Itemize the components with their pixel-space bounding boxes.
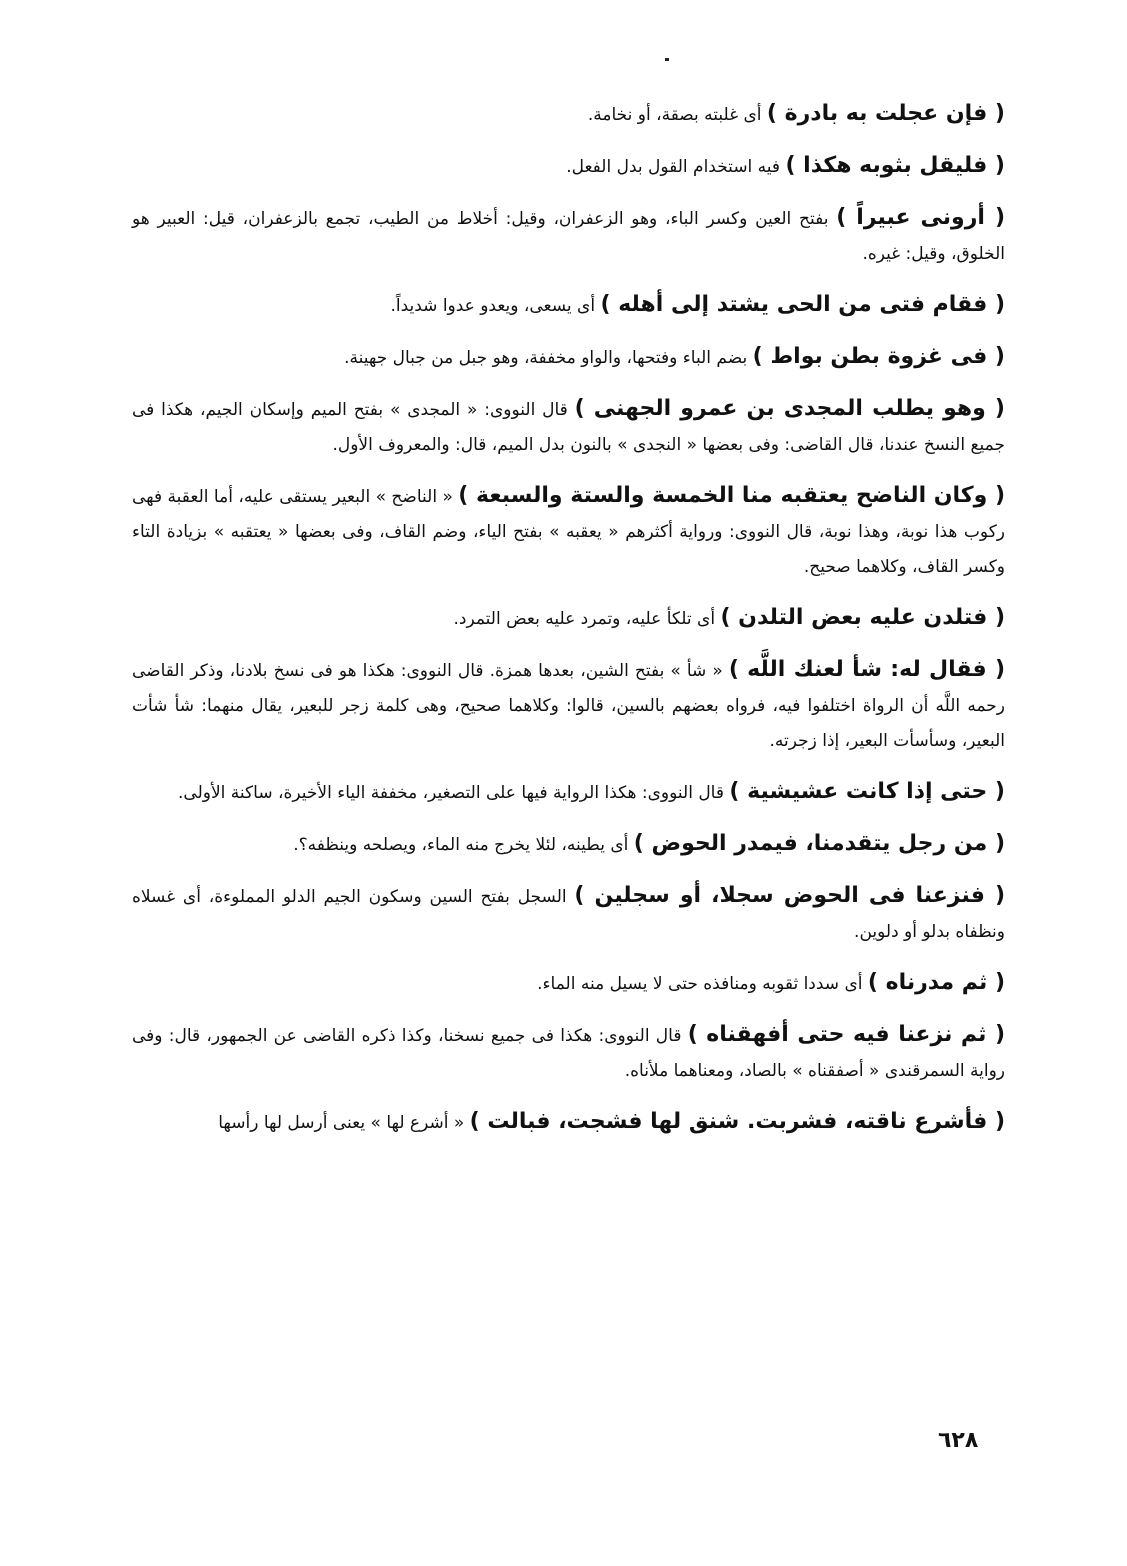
entry-9	[132, 652, 1005, 759]
entry-lemma: ( حتى إذا كانت عشيشية )	[729, 779, 1005, 804]
entry-lemma: ( وكان الناضح يعتقبه منا الخمسة والستة والسبعة )	[458, 483, 1006, 508]
entry-gloss: « الناضح » البعير يستقى عليه، أما العقبة فهى ركوب هذا نوبة، وهذا نوبة، قال النووى: ورواية أكثرهم « يعقبه » بفتح الياء، وضم القاف، وفى بعضها « يعتقبه » بزيادة التاء وكسر القاف، وكلاهما صحيح.	[132, 487, 1005, 577]
entry-lemma: ( من رجل يتقدمنا، فيمدر الحوض )	[633, 831, 1005, 856]
entry-14	[132, 1017, 1005, 1089]
entry-lemma: ( وهو يطلب المجدى بن عمرو الجهنى )	[574, 396, 1005, 421]
entry-lemma: ( ثم نزعنا فيه حتى أفهقناه )	[687, 1022, 1006, 1047]
entry-15	[132, 1104, 1005, 1141]
entry-gloss: قال النووى: هكذا الرواية فيها على التصغير، مخففة الياء الأخيرة، ساكنة الأولى.	[178, 783, 730, 803]
entry-10	[132, 774, 1005, 811]
entry-1	[132, 96, 1005, 133]
entry-gloss: « أشرع لها » يعنى أرسل لها رأسها	[218, 1113, 470, 1133]
entry-gloss: قال النووى: « المجدى » بفتح الميم وإسكان الجيم، هكذا فى جميع النسخ عندنا، قال القاضى: وفى بعضها « النجدى » بالنون بدل الميم، قال: والمعروف الأول.	[132, 400, 1005, 455]
entry-lemma: ( فإن عجلت به بادرة )	[766, 101, 1005, 126]
entry-8	[132, 600, 1005, 637]
page-number: ٦٢٨	[938, 1428, 979, 1453]
entry-lemma: ( فليقل بثوبه هكذا )	[785, 153, 1005, 178]
entry-gloss: أى يسعى، ويعدو عدوا شديداً.	[390, 296, 601, 316]
entry-6	[132, 391, 1005, 463]
entry-7	[132, 478, 1005, 585]
entry-gloss: فيه استخدام القول بدل الفعل.	[566, 157, 786, 177]
entry-gloss: بضم الباء وفتحها، والواو مخففة، وهو جبل من جبال جهينة.	[344, 348, 753, 368]
entry-gloss: « شأ » بفتح الشين، بعدها همزة. قال النووى: هكذا هو فى نسخ بلادنا، وذكر القاضى رحمه اللَّه أن الرواة اختلفوا فيه، فرواه بعضهم بالسين، قالوا: وكلاهما صحيح، وهى كلمة زجر للبعير، يقال منهما: شأ شأت البعير، وسأسأت البعير، إذا زجرته.	[132, 661, 1005, 751]
top-dot-mark	[665, 58, 669, 61]
entry-11	[132, 826, 1005, 863]
entry-3	[132, 200, 1005, 272]
entry-lemma: ( فى غزوة بطن بواط )	[752, 344, 1005, 369]
entry-12	[132, 878, 1005, 950]
entry-13	[132, 965, 1005, 1002]
entry-lemma: ( أرونى عبيراً )	[836, 205, 1005, 230]
entry-gloss: بفتح العين وكسر الباء، وهو الزعفران، وقيل: أخلاط من الطيب، تجمع بالزعفران، قيل: العبير هو الخلوق، وقيل: غيره.	[132, 209, 1005, 264]
entry-lemma: ( فنزعنا فى الحوض سجلا، أو سجلين )	[574, 883, 1005, 908]
entry-lemma: ( فأشرع ناقته، فشربت. شنق لها فشجت، فبالت )	[469, 1109, 1005, 1134]
entry-gloss: السجل بفتح السين وسكون الجيم الدلو المملوءة، أى غسلاه ونظفاه بدلو أو دلوين.	[132, 887, 1005, 942]
entry-4	[132, 287, 1005, 324]
entry-gloss: أى سددا ثقوبه ومنافذه حتى لا يسيل منه الماء.	[537, 974, 868, 994]
entry-lemma: ( فقام فتى من الحى يشتد إلى أهله )	[600, 292, 1005, 317]
entry-lemma: ( فتلدن عليه بعض التلدن )	[720, 605, 1005, 630]
entry-gloss: أى تلكأ عليه، وتمرد عليه بعض التمرد.	[453, 609, 721, 629]
entry-gloss: قال النووى: هكذا فى جميع نسخنا، وكذا ذكره القاضى عن الجمهور، قال: وفى رواية السمرقندى « أصفقناه » بالصاد، ومعناهما ملأناه.	[132, 1026, 1005, 1081]
entry-2	[132, 148, 1005, 185]
entry-lemma: ( فقال له: شأ لعنك اللَّه )	[728, 657, 1005, 682]
entry-lemma: ( ثم مدرناه )	[867, 970, 1005, 995]
entry-gloss: أى يطينه، لئلا يخرج منه الماء، ويصلحه وينظفه؟.	[293, 835, 634, 855]
entry-gloss: أى غلبته بصقة، أو نخامة.	[587, 105, 767, 125]
entry-5	[132, 339, 1005, 376]
